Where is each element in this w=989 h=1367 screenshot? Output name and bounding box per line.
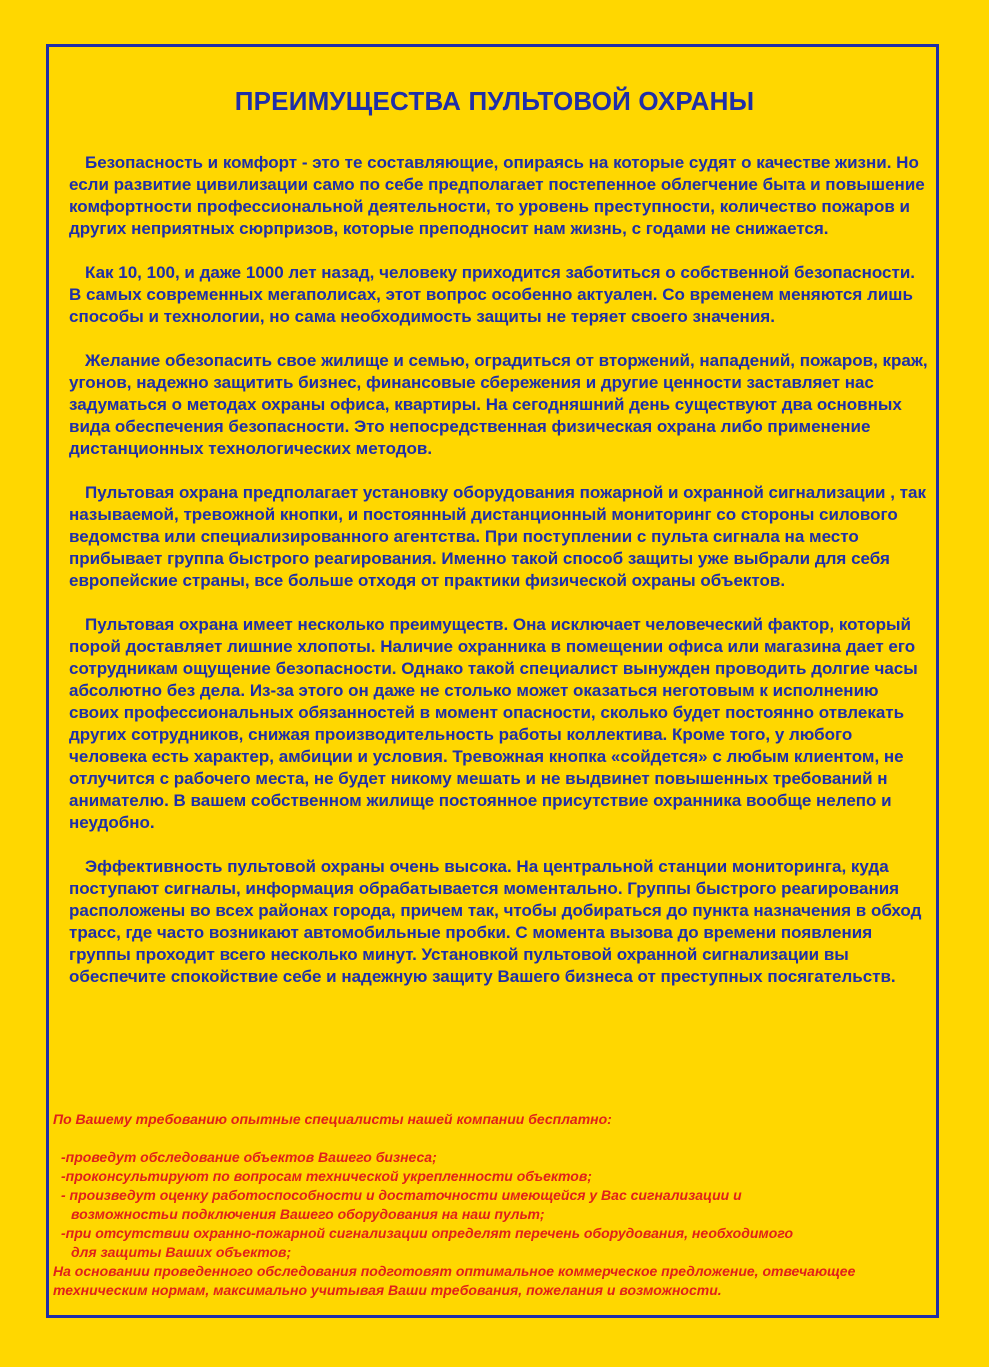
paragraph-3: Желание обезопасить свое жилище и семью, оградиться от вторжений, нападений, пожаров, краж, угонов, надежно защитить бизнес, финансовые сбережения и другие ценности заставляет нас задуматься о методах охраны офиса, квартиры. На сегодняшний день существуют два основных вида обеспечения безопасности. Это непосредственная физическая охрана либо применение дистанционных технологических методов. (69, 351, 928, 458)
offer-item (53, 1148, 937, 1167)
offer-conclusion: На основании проведенного обследования подготовят оптимальное коммерческое предложение, отвечающее техническим нормам, максимально учитывая Ваши требования, пожелания и возможности. (53, 1263, 856, 1298)
page-title: ПРЕИМУЩЕСТВА ПУЛЬТОВОЙ ОХРАНЫ (234, 86, 755, 116)
offer-item-text: -проконсультируют по вопросам технической укрепленности объектов; (61, 1168, 592, 1184)
offer-item (53, 1167, 937, 1186)
offer-item-text: -проведут обследование объектов Вашего бизнеса; (61, 1149, 437, 1165)
paragraph-1: Безопасность и комфорт - это те составляющие, опираясь на которые судят о качестве жизни. Но если развитие цивилизации само по себе предполагает постепенное облегчение быта и повышение комфортности профессиональной деятельности, то уровень преступности, количество пожаров и других неприятных сюрпризов, которые преподносит нам жизнь, с годами не снижается. (69, 153, 925, 238)
offer-intro: По Вашему требованию опытные специалисты нашей компании бесплатно: (53, 1111, 612, 1127)
offer-list (53, 1148, 937, 1262)
paragraph-6: Эффективность пультовой охраны очень высока. На центральной станции мониторинга, куда поступают сигналы, информация обрабатывается моментально. Группы быстрого реагирования расположены во всех районах города, причем так, чтобы добираться до пункта назначения в обход трасс, где часто возникают автомобильные пробки. С момента вызова до времени появления группы проходит всего несколько минут. Установкой пультовой охранной сигнализации вы обеспечите спокойствие себе и надежную защиту Вашего бизнеса от преступных посягательств. (69, 857, 922, 986)
paragraph-4: Пультовая охрана предполагает установку оборудования пожарной и охранной сигнализации , так называемой, тревожной кнопки, и постоянный дистанционный мониторинг со стороны силового ведомства или специализированного агентства. При поступлении с пульта сигнала на место прибывает группа быстрого реагирования. Именно такой способ защиты уже выбрали для себя европейские страны, все больше отходя от практики физической охраны объектов. (69, 483, 926, 590)
paragraph-5: Пультовая охрана имеет несколько преимуществ. Она исключает человеческий фактор, который порой доставляет лишние хлопоты. Наличие охранника в помещении офиса или магазина дает его сотрудникам ощущение безопасности. Однако такой специалист вынужден проводить долгие часы абсолютно без дела. Из-за этого он даже не столько может оказаться неготовым к исполнению своих профессиональных обязанностей в момент опасности, сколько будет постоянно отвлекать других сотрудников, снижая производительность работы коллектива. Кроме того, у любого человека есть характер, амбиции и условия. Тревожная кнопка «сойдется» с любым клиентом, не отлучится с рабочего места, не будет никому мешать и не выдвинет повышенных требований н анимателю. В вашем собственном жилище постоянное присутствие охранника вообще нелепо и неудобно. (69, 615, 918, 832)
offer-item-text: - произведут оценку работоспособности и достаточности имеющейся у Вас сигнализации и (61, 1187, 742, 1203)
offer-item-text: -при отсутствии охранно-пожарной сигнализации определят перечень оборудования, необходимого (61, 1225, 793, 1241)
offer-section (53, 1110, 937, 1300)
offer-item-continuation: возможностьи подключения Вашего оборудования на наш пульт; (71, 1206, 545, 1222)
offer-item (53, 1224, 937, 1262)
paragraph-2: Как 10, 100, и даже 1000 лет назад, человеку приходится заботиться о собственной безопасности. В самых современных мегаполисах, этот вопрос особенно актуален. Со временем меняются лишь способы и технологии, но сама необходимость защиты не теряет своего значения. (69, 263, 915, 326)
article-body (69, 152, 931, 988)
offer-item (53, 1186, 937, 1224)
offer-item-continuation: для защиты Ваших объектов; (71, 1244, 292, 1260)
